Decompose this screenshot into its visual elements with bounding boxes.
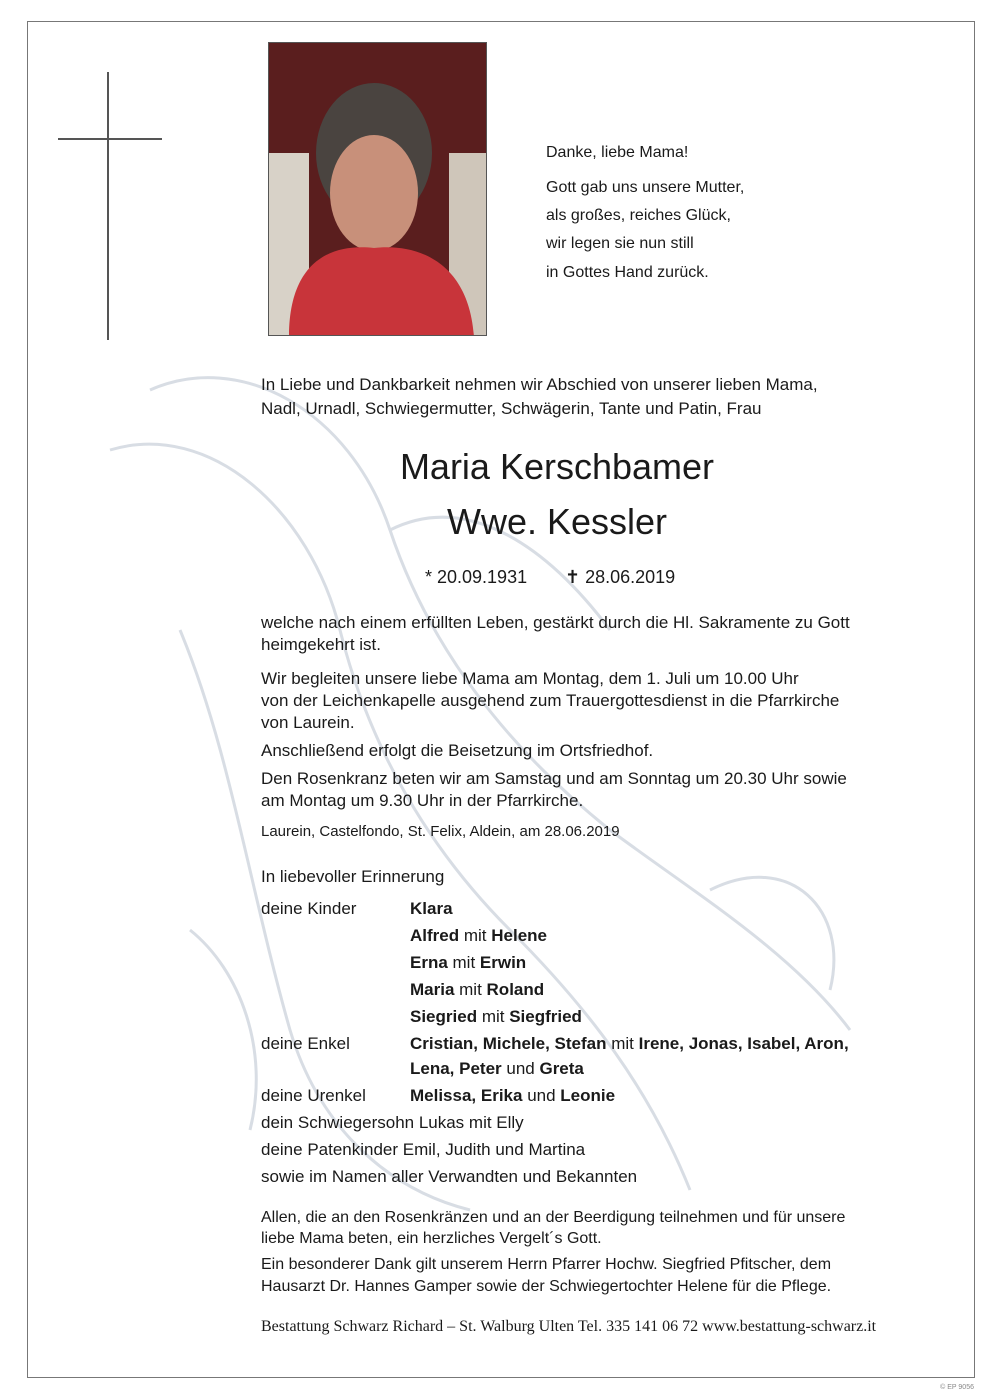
mourner-line [410,1058,584,1080]
other-mourners: deine Patenkinder Emil, Judith und Martina [261,1140,586,1159]
deceased-name-widow: Wwe. Kessler [446,501,668,542]
paragraph-line: welche nach einem erfüllten Leben, gestärkt durch die Hl. Sakramente zu Gott [261,613,850,632]
mourner-name: Klara [410,899,453,918]
mourner-name: Melissa, Erika [410,1086,523,1105]
portrait-photo [268,42,487,336]
birth-date: * 20.09.1931 [425,567,528,587]
intro-line: In Liebe und Dankbarkeit nehmen wir Abschied von unserer lieben Mama, [261,375,818,394]
mourner-line [410,925,547,947]
conjunction: mit [447,953,480,972]
mourner-name: Helene [491,926,547,945]
other-mourners: dein Schwiegersohn Lukas mit Elly [261,1113,524,1132]
other-mourners: sowie im Namen aller Verwandten und Bekannten [261,1167,638,1186]
conjunction: mit [459,926,492,945]
poem-line: wir legen sie nun still [546,235,694,252]
kinder-label: deine Kinder [261,899,357,918]
paragraph-line: von Laurein. [261,713,355,732]
mourner-name: Erna [410,953,448,972]
mourner-line [410,952,526,974]
paragraph-line: heimgekehrt ist. [261,635,381,654]
poem-line: als großes, reiches Glück, [546,207,731,224]
urenkel-label: deine Urenkel [261,1086,366,1105]
mourner-line [410,1006,582,1028]
cross-icon-bar [58,138,162,140]
mourner-name: Lena, Peter [410,1059,502,1078]
poem-title: Danke, liebe Mama! [546,144,689,161]
paragraph-line: Wir begleiten unsere liebe Mama am Montag, dem 1. Juli um 10.00 Uhr [261,669,799,688]
memory-heading: In liebevoller Erinnerung [261,867,445,886]
paragraph-line: Anschließend erfolgt die Beisetzung im Ortsfriedhof. [261,741,654,760]
conjunction: mit [454,980,487,999]
deceased-name: Maria Kerschbamer [399,446,715,487]
mourner-name: Alfred [410,926,460,945]
mourner-line [410,1085,615,1107]
conjunction: und [522,1086,561,1105]
mourner-name: Greta [539,1059,584,1078]
conjunction: und [501,1059,540,1078]
mourner-name: Roland [486,980,545,999]
poem-line: Gott gab uns unsere Mutter, [546,179,745,196]
mourner-name: Irene, Jonas, Isabel, Aron, [638,1034,849,1053]
intro-line: Nadl, Urnadl, Schwiegermutter, Schwägerin, Tante und Patin, Frau [261,399,762,418]
mourner-name: Maria [410,980,455,999]
enkel-label: deine Enkel [261,1034,350,1053]
mourner-name: Cristian, Michele, Stefan [410,1034,607,1053]
mourner-name: Leonie [560,1086,616,1105]
paragraph-line: Den Rosenkranz beten wir am Samstag und am Sonntag um 20.30 Uhr sowie [261,769,847,788]
mourner-line [410,1033,849,1055]
mourner-name: Siegfried [509,1007,582,1026]
paragraph-line: am Montag um 9.30 Uhr in der Pfarrkirche. [261,791,584,810]
mourner-line [410,898,453,920]
funeral-home-footer: Bestattung Schwarz Richard – St. Walburg Ulten Tel. 335 141 06 72 www.bestattung-schwarz.it [261,1318,877,1335]
mourner-name: Siegried [410,1007,478,1026]
poem-line: in Gottes Hand zurück. [546,264,709,281]
thanks-line: Hausarzt Dr. Hannes Gamper sowie der Schwiegertochter Helene für die Pflege. [261,1278,832,1295]
mourner-name: Erwin [479,953,527,972]
cross-icon [107,72,109,340]
thanks-line: liebe Mama beten, ein herzliches Vergelt´s Gott. [261,1230,602,1247]
conjunction: mit [477,1007,510,1026]
mourner-line [410,979,544,1001]
death-date: ✝ 28.06.2019 [565,567,676,587]
template-code: © EP 9056 [940,1384,974,1391]
conjunction: mit [606,1034,639,1053]
thanks-line: Ein besonderer Dank gilt unserem Herrn Pfarrer Hochw. Siegfried Pfitscher, dem [261,1256,832,1273]
paragraph-line: von der Leichenkapelle ausgehend zum Trauergottesdienst in die Pfarrkirche [261,691,840,710]
thanks-line: Allen, die an den Rosenkränzen und an der Beerdigung teilnehmen und für unsere [261,1209,846,1226]
place-date: Laurein, Castelfondo, St. Felix, Aldein, am 28.06.2019 [261,823,620,840]
